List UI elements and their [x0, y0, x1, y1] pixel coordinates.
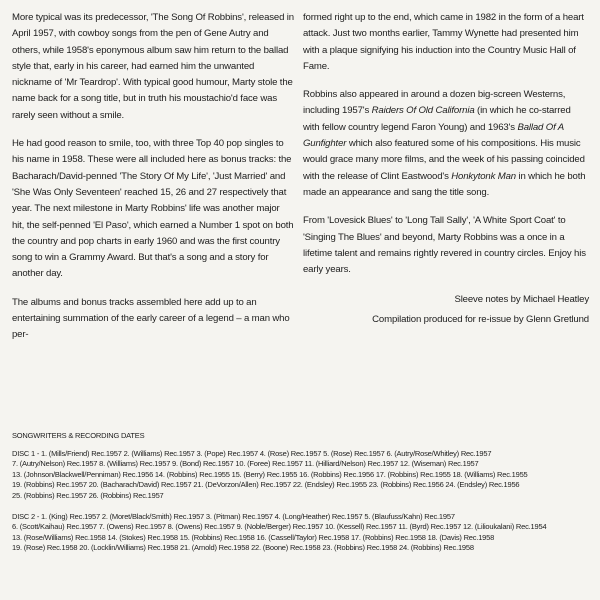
disc2-line: 6. (Scott/Kaihau) Rec.1957 7. (Owens) Rec.1957 8. (Owens) Rec.1957 9. (Noble/Berger) Rec.1957 10. (Kessell) Rec.1957 11. (Byrd) Rec.1957 12. (Lilioukalani) Rec.1954 [12, 522, 547, 532]
text-run: (in which he co-starred with fellow country legend Faron Young) and 1963's [303, 105, 571, 133]
disc2-line: 19. (Rose) Rec.1958 20. (Locklin/Williams) Rec.1958 21. (Arnold) Rec.1958 22. (Boone) Rec.1958 23. (Robbins) Rec.1958 24. (Robbins) Rec.1958 [12, 543, 474, 553]
spacer [12, 502, 594, 512]
paragraph [303, 87, 589, 201]
paragraph: The albums and bonus tracks assembled here add up to an entertaining summation of the early career of a legend – a man who per- [12, 296, 290, 341]
right-text-column [303, 10, 589, 330]
disc2-line: DISC 2 - 1. (King) Rec.1957 2. (Moret/Black/Smith) Rec.1957 3. (Pitman) Rec.1957 4. (Long/Heather) Rec.1957 5. (Blaufuss/Kahn) Rec.1957 [12, 511, 455, 521]
film-title: Ballad Of A Gunfighter [303, 121, 564, 150]
compilation-credit: Compilation produced for re-issue by Glenn Gretlund [372, 314, 589, 326]
left-text-column [12, 10, 294, 356]
film-title: Raiders Of Old California [371, 105, 475, 117]
disc1-line: 7. (Autry/Nelson) Rec.1957 8. (Williams) Rec.1957 9. (Bond) Rec.1957 10. (Foree) Rec.1957 11. (Hilliard/Nelson) Rec.1957 12. (Wiseman) Rec.1957 [12, 459, 479, 469]
disc1-line: DISC 1 - 1. (Mills/Friend) Rec.1957 2. (Williams) Rec.1957 3. (Pope) Rec.1957 4. (Rose) Rec.1957 5. (Rose) Rec.1957 6. (Autry/Rose/Whitley) Rec.1957 [12, 448, 492, 458]
film-title: Honkytonk Man [451, 170, 516, 182]
sleeve-notes-credit: Sleeve notes by Michael Heatley [454, 294, 589, 306]
paragraph: More typical was its predecessor, 'The Song Of Robbins', released in April 1957, with cowboy songs from the pen of Gene Autry and others, while 1958's eponymous album saw him return to the ballad style that, early in his career, had earned him the unwanted nickname of 'Mr Teardrop'. With typical good humour, Marty stole the name back for a song title, but in truth his moustachio'd face was rarely seen without a smile. [12, 12, 294, 121]
text-run: Robbins also appeared in around a dozen big-screen Westerns, including 1957's [303, 89, 566, 117]
text-run: in which he both made an appearance and sang the title song. [303, 170, 586, 198]
disc1-line: 13. (Johnson/Blackwell/Penniman) Rec.1956 14. (Robbins) Rec.1955 15. (Berry) Rec.1955 16. (Robbins) Rec.1956 17. (Robbins) Rec.1955 18. (Williams) Rec.1955 [12, 469, 528, 479]
disc2-line: 13. (Rose/Williams) Rec.1958 14. (Stokes) Rec.1958 15. (Robbins) Rec.1958 16. (Cassell/Taylor) Rec.1958 17. (Robbins) Rec.1958 18. (Davis) Rec.1958 [12, 532, 495, 542]
paragraph: formed right up to the end, which came in 1982 in the form of a heart attack. Just two months earlier, Tammy Wynette had presented him with a plaque signifying his induction into the Country Music Hall of Fame. [303, 12, 584, 72]
text-run: which also featured some of his compositions. His music would grace many more films, and the week of his passing coincided with the release of Clint Eastwood's [303, 138, 585, 182]
credits [303, 290, 589, 330]
disc1-line: 25. (Robbins) Rec.1957 26. (Robbins) Rec.1957 [12, 490, 164, 500]
songwriters-section [12, 431, 594, 554]
paragraph: He had good reason to smile, too, with three Top 40 pop singles to his name in 1958. These were all included here as bonus tracks: the Bacharach/David-penned 'The Story Of My Life', 'Just Married' and 'She Was Only Seventeen' reached 15, 26 and 27 respectively that year. The next milestone in Marty Robbins' life was another major hit, the self-penned 'El Paso', which earned a Number 1 spot on both the country and pop charts in early 1960 and was the first country song to win a Grammy Award. But that's a song and a story for another day. [12, 138, 294, 280]
disc1-line: 19. (Robbins) Rec.1957 20. (Bacharach/David) Rec.1957 21. (DeVorzon/Allen) Rec.1957 22. (Endsley) Rec.1955 23. (Robbins) Rec.1956 24. (Endsley) Rec.1956 [12, 480, 520, 490]
paragraph: From 'Lovesick Blues' to 'Long Tall Sally', 'A White Sport Coat' to 'Singing The Blues' and beyond, Marty Robbins was a once in a lifetime talent and remains rightly revered in country circles. Enjoy his early years. [303, 215, 586, 276]
songwriters-heading: SONGWRITERS & RECORDING DATES [12, 431, 145, 440]
